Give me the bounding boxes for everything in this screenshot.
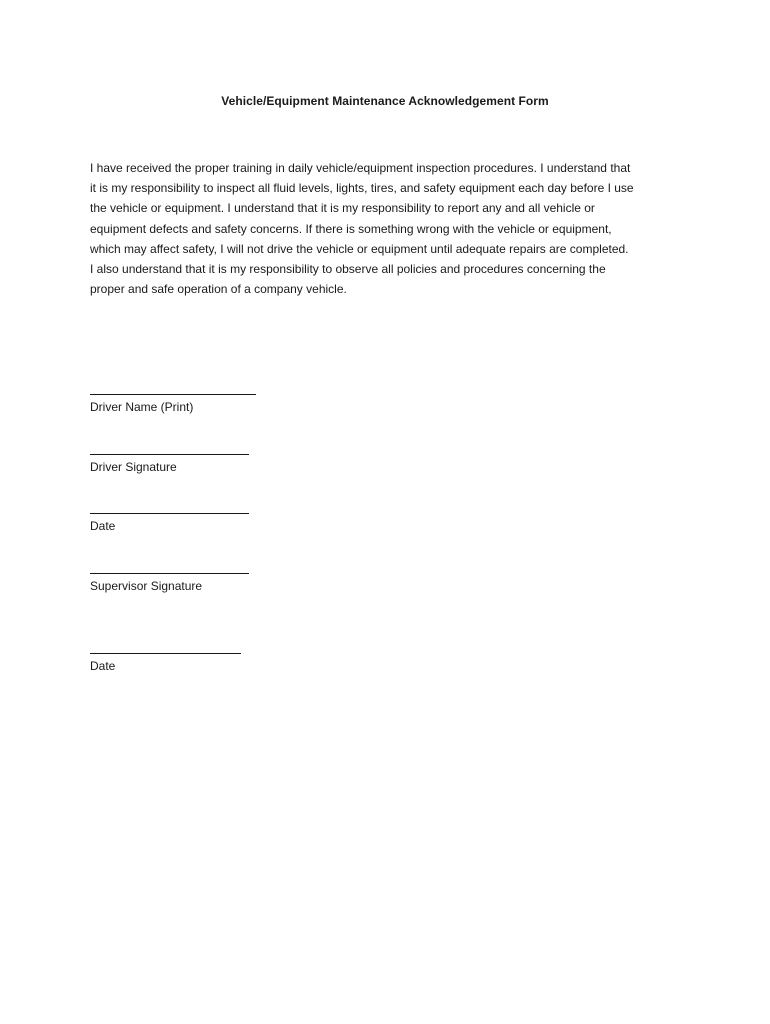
form-title: Vehicle/Equipment Maintenance Acknowledgement Form xyxy=(221,94,549,108)
supervisor-signature-underline[interactable] xyxy=(90,563,249,574)
paragraph-line: it is my responsibility to inspect all fluid levels, lights, tires, and safety equipment each day before I use xyxy=(90,181,634,196)
paragraph-line: I have received the proper training in daily vehicle/equipment inspection procedures. I understand that xyxy=(90,161,631,175)
driver-date-label: Date xyxy=(90,519,116,533)
driver-name-label: Driver Name (Print) xyxy=(90,400,194,414)
driver-date-field xyxy=(90,503,249,534)
driver-signature-label: Driver Signature xyxy=(90,460,177,474)
paragraph-line: the vehicle or equipment. I understand that it is my responsibility to report any and all vehicle or xyxy=(90,201,595,216)
acknowledgement-paragraph xyxy=(90,158,690,299)
paragraph-line: I also understand that it is my responsibility to observe all policies and procedures concerning the xyxy=(90,262,606,277)
supervisor-date-label: Date xyxy=(90,659,116,673)
driver-signature-field xyxy=(90,444,249,475)
paragraph-line: proper and safe operation of a company vehicle. xyxy=(90,282,347,297)
supervisor-date-field xyxy=(90,643,241,674)
driver-signature-underline[interactable] xyxy=(90,444,249,455)
paragraph-line: equipment defects and safety concerns. If there is something wrong with the vehicle or equipment, xyxy=(90,221,612,236)
supervisor-signature-field xyxy=(90,563,249,594)
driver-name-field xyxy=(90,384,256,415)
supervisor-date-underline[interactable] xyxy=(90,643,241,654)
supervisor-signature-label: Supervisor Signature xyxy=(90,579,203,593)
paragraph-line: which may affect safety, I will not drive the vehicle or equipment until adequate repairs are completed. xyxy=(90,241,629,256)
driver-name-underline[interactable] xyxy=(90,384,256,395)
driver-date-underline[interactable] xyxy=(90,503,249,514)
